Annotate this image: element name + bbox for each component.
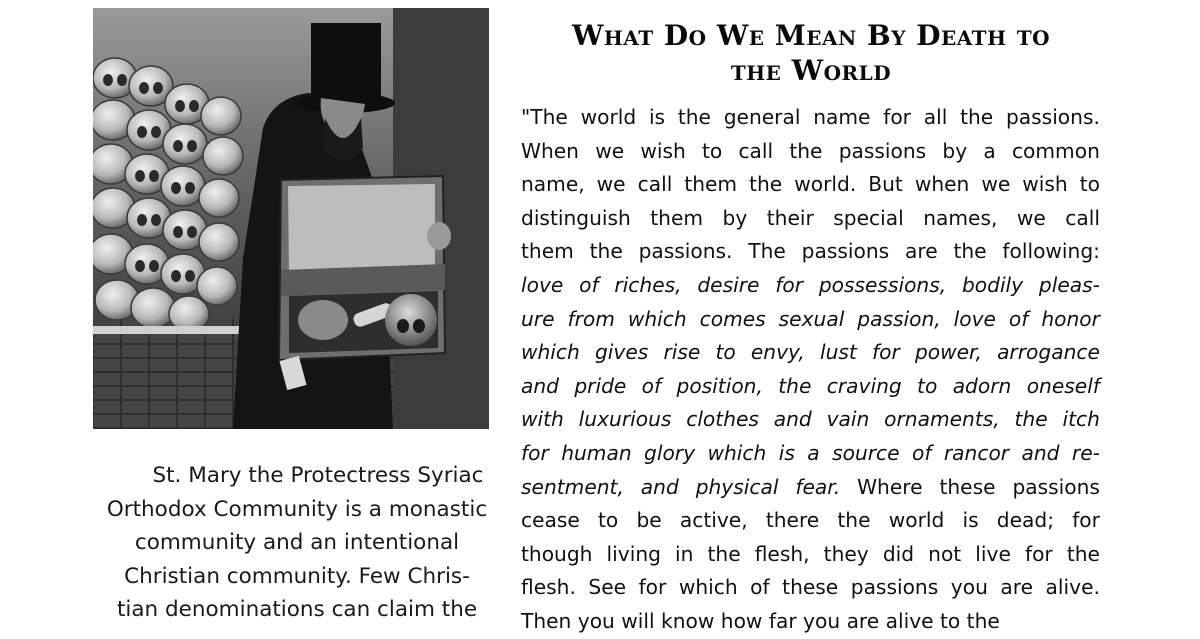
word: we — [596, 172, 626, 197]
word: passions — [850, 575, 939, 600]
word: did — [882, 541, 915, 566]
word: which — [707, 440, 767, 465]
word: flesh. — [521, 575, 576, 600]
title-line: What Do We Mean By Death to — [571, 19, 1051, 52]
word: to — [917, 373, 938, 398]
word: world. — [794, 172, 857, 197]
body-line — [521, 101, 1100, 135]
word: comes — [699, 306, 766, 331]
word: from — [567, 306, 615, 331]
word: wish — [640, 138, 686, 163]
word: is — [648, 105, 666, 129]
word: and — [640, 474, 679, 499]
word: When — [521, 138, 579, 163]
word: The — [748, 239, 786, 264]
word: cease — [521, 508, 580, 533]
word: general — [723, 105, 801, 129]
word: clothes — [686, 407, 759, 432]
word: a — [807, 440, 820, 465]
word: name — [813, 105, 871, 129]
word: flesh, — [754, 541, 810, 566]
body-line — [521, 571, 1100, 605]
body-line — [521, 135, 1100, 169]
word: position, — [676, 373, 763, 398]
word: by — [942, 138, 968, 163]
word: is — [962, 508, 979, 533]
word: of — [911, 440, 932, 465]
word: live — [975, 541, 1011, 566]
word: vain — [826, 407, 870, 432]
word: them — [521, 239, 574, 264]
word: and — [773, 407, 812, 432]
word: the — [789, 138, 823, 163]
word: human — [561, 440, 632, 465]
word: craving — [826, 373, 902, 398]
word: we — [1016, 205, 1046, 230]
word: of — [579, 272, 599, 297]
caption-line: St. Mary the Protectress Syriac — [152, 463, 484, 488]
word: source — [832, 440, 900, 465]
word: power, — [914, 340, 982, 365]
word: they — [823, 541, 869, 566]
word: bodily — [961, 272, 1024, 297]
body-line — [521, 235, 1100, 269]
word: world — [580, 105, 637, 129]
word: passions. — [1005, 105, 1100, 129]
word: for — [872, 340, 900, 365]
word: active, — [679, 508, 748, 533]
word: rise — [663, 340, 701, 365]
word: re- — [1071, 440, 1100, 465]
word: for — [775, 272, 804, 297]
title-line: the World — [730, 54, 892, 87]
caption-line: tian denominations can claim the — [116, 597, 478, 622]
word: love — [953, 306, 996, 331]
word: wish — [1022, 172, 1068, 197]
word: names, — [923, 205, 998, 230]
body-line — [521, 168, 1100, 202]
word: a — [983, 138, 996, 163]
word: love — [521, 272, 564, 297]
monk-ossuary-photo — [93, 8, 489, 429]
word: pride — [574, 373, 627, 398]
word: the — [953, 239, 987, 264]
word: when — [914, 172, 970, 197]
photo-illustration — [93, 8, 489, 429]
word: gives — [594, 340, 649, 365]
word: of — [641, 373, 662, 398]
word: the — [707, 541, 741, 566]
body-line — [521, 437, 1100, 471]
word: for — [1072, 508, 1100, 533]
photo-caption — [98, 459, 496, 627]
word: you — [950, 575, 988, 600]
word: by — [722, 205, 748, 230]
word: and — [1021, 440, 1060, 465]
word: distinguish — [521, 205, 631, 230]
word: are — [1000, 575, 1034, 600]
word: living — [606, 541, 661, 566]
caption-line: Christian community. Few Chris- — [124, 563, 470, 589]
word: sexual — [778, 306, 845, 331]
caption-line: community and an intentional — [134, 530, 460, 555]
word: the — [960, 105, 994, 129]
word: for — [883, 105, 911, 129]
article-title — [516, 18, 1106, 88]
word: "The — [521, 105, 568, 129]
word: is — [778, 440, 795, 465]
word: envy, — [750, 340, 805, 365]
word: we — [595, 138, 625, 163]
word: common — [1011, 138, 1100, 163]
word: though — [521, 541, 593, 566]
article-body — [521, 101, 1100, 639]
word: which — [627, 306, 687, 331]
body-line — [521, 202, 1100, 236]
word: following: — [1002, 239, 1100, 264]
word: fear. — [795, 474, 841, 499]
word: alive. — [1045, 575, 1100, 600]
word: these — [939, 474, 996, 499]
word: are — [904, 239, 938, 264]
body-line — [521, 303, 1100, 337]
word: pleas- — [1038, 272, 1100, 297]
word: passion, — [857, 306, 941, 331]
word: for — [521, 440, 549, 465]
word: oneself — [1026, 373, 1100, 398]
word: lust — [820, 340, 857, 365]
word: world — [888, 508, 945, 533]
word: of — [1008, 306, 1029, 331]
word: dead; — [996, 508, 1055, 533]
word: which — [521, 340, 580, 365]
word: for — [1024, 541, 1053, 566]
word: call — [738, 138, 774, 163]
word: honor — [1041, 306, 1100, 331]
word: adorn — [952, 373, 1012, 398]
word: ornaments, — [884, 407, 1000, 432]
body-line — [521, 538, 1100, 572]
body-line — [521, 504, 1100, 538]
word: we — [981, 172, 1011, 197]
word: glory — [644, 440, 696, 465]
word: the — [749, 172, 783, 197]
word: the — [589, 239, 623, 264]
word: their — [766, 205, 814, 230]
word: special — [833, 205, 904, 230]
word: which — [678, 575, 738, 600]
word: to — [701, 138, 723, 163]
caption-line: Orthodox Community is a monastic — [106, 496, 488, 522]
word: passions — [838, 138, 927, 163]
word: to — [598, 508, 619, 533]
word: But — [868, 172, 903, 197]
word: name, — [521, 172, 585, 197]
word: call — [637, 172, 673, 197]
word: possessions, — [818, 272, 947, 297]
word: the — [837, 508, 871, 533]
word: all — [923, 105, 948, 129]
word: passions — [1012, 474, 1100, 499]
word: to — [1079, 172, 1100, 197]
word: in — [675, 541, 694, 566]
body-line — [521, 269, 1100, 303]
word: itch — [1062, 407, 1100, 432]
word: Where — [857, 474, 923, 499]
word: to — [715, 340, 736, 365]
body-line: Then you will know how far you are alive to the — [521, 608, 1000, 633]
word: the — [1014, 407, 1048, 432]
word: there — [765, 508, 820, 533]
word: desire — [697, 272, 760, 297]
word: sentment, — [521, 474, 624, 499]
word: riches, — [614, 272, 682, 297]
word: the — [778, 373, 812, 398]
word: the — [1066, 541, 1100, 566]
word: luxurious — [578, 407, 672, 432]
word: these — [782, 575, 839, 600]
word: of — [750, 575, 770, 600]
body-line — [521, 471, 1100, 505]
word: See — [588, 575, 627, 600]
word: not — [928, 541, 962, 566]
word: rancor — [943, 440, 1010, 465]
word: call — [1065, 205, 1100, 230]
word: them — [650, 205, 704, 230]
word: ure — [521, 306, 555, 331]
body-line — [521, 370, 1100, 404]
body-line — [521, 336, 1100, 370]
word: be — [636, 508, 662, 533]
word: physical — [695, 474, 779, 499]
word: and — [521, 373, 559, 398]
word: them — [684, 172, 738, 197]
word: passions. — [638, 239, 733, 264]
body-line — [521, 403, 1100, 437]
word: arrogance — [997, 340, 1100, 365]
word: the — [677, 105, 711, 129]
word: passions — [801, 239, 890, 264]
word: with — [521, 407, 564, 432]
word: for — [638, 575, 667, 600]
